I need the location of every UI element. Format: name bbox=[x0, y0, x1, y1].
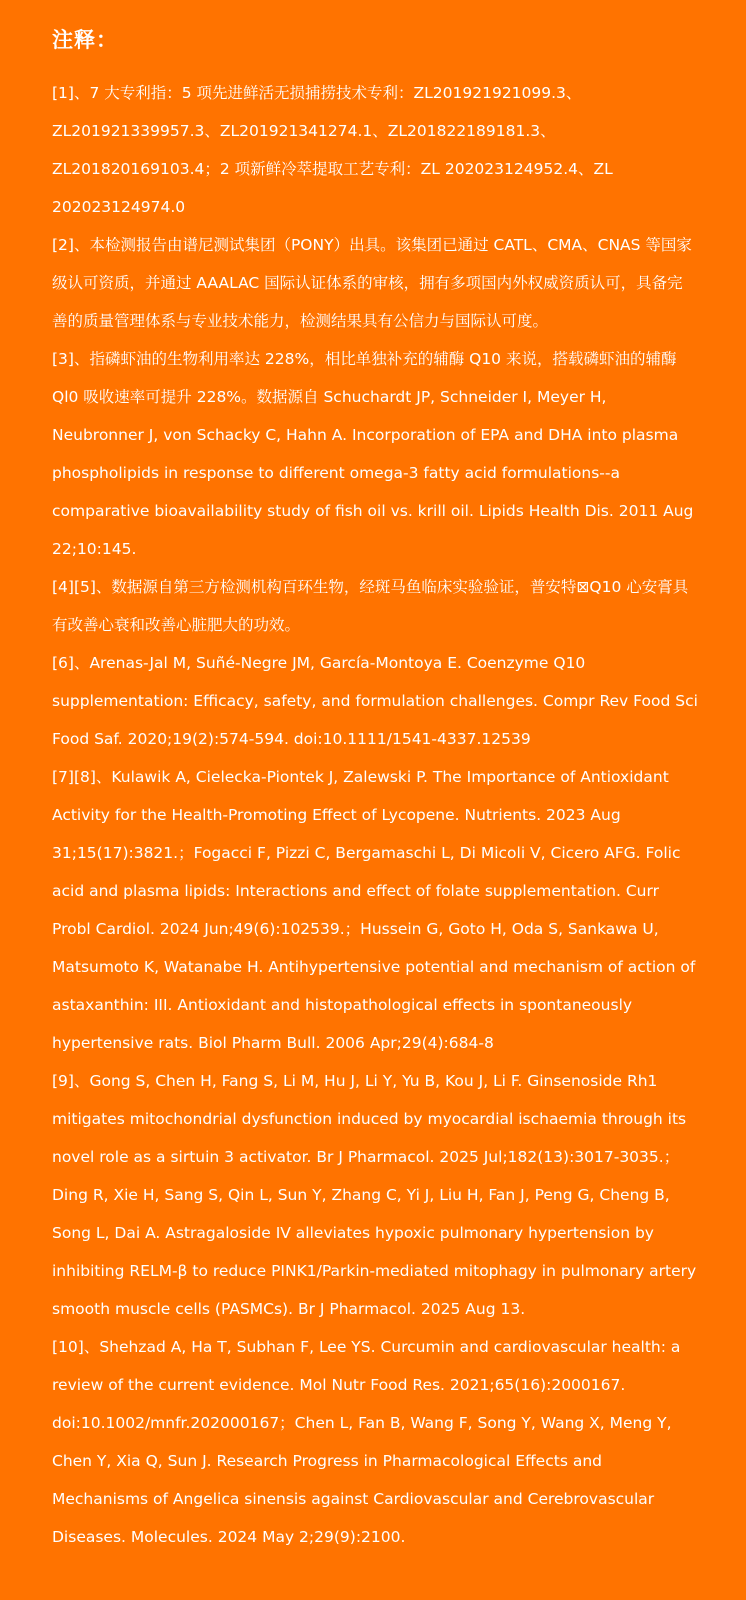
note-1: [1]、7 大专利指：5 项先进鲜活无损捕捞技术专利：ZL201921921099.3、ZL201921339957.3、ZL201921341274.1、ZL201822189181.3、ZL201820169103.4；2 项新鲜冷萃提取工艺专利：ZL 202023124952.4、ZL 202023124974.0 bbox=[52, 84, 613, 216]
note-10: [10]、Shehzad A, Ha T, Subhan F, Lee YS. Curcumin and cardiovascular health: a review of the current evidence. Mol Nutr Food Res. 2021;65(16):2000167. doi:10.1002/mnfr.202000167；Chen L, Fan B, Wang F, Song Y, Wang X, Meng Y, Chen Y, Xia Q, Sun J. Research Progress in Pharmacological Effects and Mechanisms of Angelica sinensis against Cardiovascular and Cerebrovascular Diseases. Molecules. 2024 May 2;29(9):2100. bbox=[52, 1338, 681, 1546]
note-6: [6]、Arenas-Jal M, Suñé-Negre JM, García-Montoya E. Coenzyme Q10 supplementation: Efficacy, safety, and formulation challenges. Compr Rev Food Sci Food Saf. 2020;19(2):574-594. doi:10.1111/1541-4337.12539 bbox=[52, 654, 698, 748]
notes-list bbox=[52, 74, 698, 1556]
note-7-8: [7][8]、Kulawik A, Cielecka-Piontek J, Zalewski P. The Importance of Antioxidant Activity for the Health-Promoting Effect of Lycopene. Nutrients. 2023 Aug 31;15(17):3821.；Fogacci F, Pizzi C, Bergamaschi L, Di Micoli V, Cicero AFG. Folic acid and plasma lipids: Interactions and effect of folate supplementation. Curr Probl Cardiol. 2024 Jun;49(6):102539.；Hussein G, Goto H, Oda S, Sankawa U, Matsumoto K, Watanabe H. Antihypertensive potential and mechanism of action of astaxanthin: III. Antioxidant and histopathological effects in spontaneously hypertensive rats. Biol Pharm Bull. 2006 Apr;29(4):684-8 bbox=[52, 768, 696, 1052]
note-2: [2]、本检测报告由谱尼测试集团（PONY）出具。该集团已通过 CATL、CMA、CNAS 等国家级认可资质，并通过 AAALAC 国际认证体系的审核，拥有多项国内外权威资质认可，具备完善的质量管理体系与专业技术能力，检测结果具有公信力与国际认可度。 bbox=[52, 236, 692, 330]
note-9: [9]、Gong S, Chen H, Fang S, Li M, Hu J, Li Y, Yu B, Kou J, Li F. Ginsenoside Rh1 mitigates mitochondrial dysfunction induced by myocardial ischaemia through its novel role as a sirtuin 3 activator. Br J Pharmacol. 2025 Jul;182(13):3017-3035.；Ding R, Xie H, Sang S, Qin L, Sun Y, Zhang C, Yi J, Liu H, Fan J, Peng G, Cheng B, Song L, Dai A. Astragaloside IV alleviates hypoxic pulmonary hypertension by inhibiting RELM-β to reduce PINK1/Parkin-mediated mitophagy in pulmonary artery smooth muscle cells (PASMCs). Br J Pharmacol. 2025 Aug 13. bbox=[52, 1072, 697, 1318]
note-4-5: [4][5]、数据源自第三方检测机构百环生物，经斑马鱼临床实验验证，普安特⊠Q10 心安膏具有改善心衰和改善心脏肥大的功效。 bbox=[52, 578, 689, 634]
notes-title: 注释： bbox=[52, 28, 118, 52]
note-3: [3]、指磷虾油的生物利用率达 228%，相比单独补充的辅酶 Q10 来说，搭载磷虾油的辅酶 Ql0 吸收速率可提升 228%。数据源自 Schuchardt JP, Schneider I, Meyer H, Neubronner J, von Schacky C, Hahn A. Incorporation of EPA and DHA into plasma phospholipids in response to different omega-3 fatty acid formulations--a comparative bioavailability study of fish oil vs. krill oil. Lipids Health Dis. 2011 Aug 22;10:145. bbox=[52, 350, 694, 558]
